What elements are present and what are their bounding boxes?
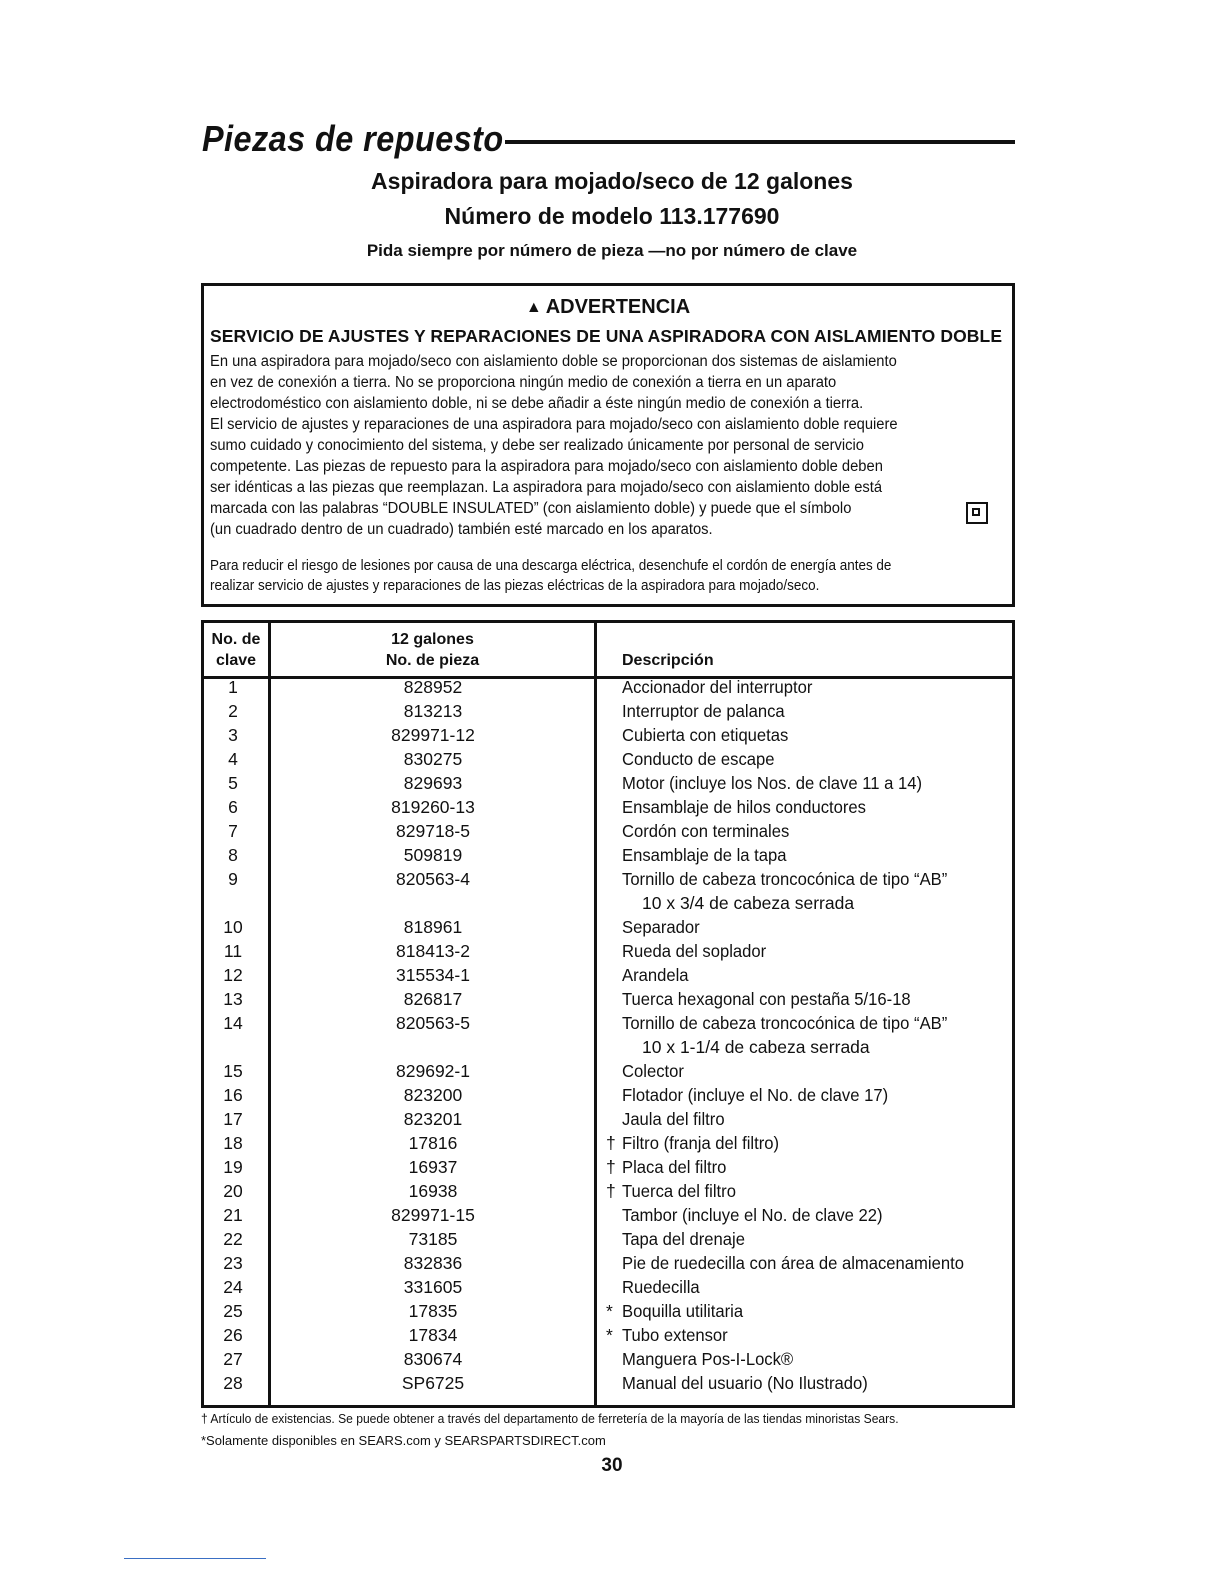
key-number: 27	[223, 1349, 243, 1369]
description-text: Tuerca del filtro	[622, 1181, 736, 1201]
footnote-dagger: † Artículo de existencias. Se puede obtener a través del departamento de ferretería de la mayoría de las tiendas minoristas Sears.	[201, 1411, 899, 1426]
description	[606, 1203, 1006, 1227]
table-row	[204, 939, 1012, 963]
part-number: 826817	[403, 989, 463, 1009]
description-text: Accionador del interruptor	[622, 677, 813, 697]
description	[606, 1299, 1006, 1323]
description	[606, 939, 1006, 963]
description	[606, 1107, 1006, 1131]
key-number: 13	[223, 989, 243, 1009]
description-text: Tambor (incluye el No. de clave 22)	[622, 1205, 883, 1225]
key-number: 23	[223, 1253, 243, 1273]
description-text: Cubierta con etiquetas	[622, 725, 789, 745]
description	[606, 771, 1006, 795]
key-number: 15	[223, 1061, 243, 1081]
part-number: 832836	[403, 1253, 463, 1273]
description-text: Tapa del drenaje	[622, 1229, 745, 1249]
part-number: 820563-5	[396, 1013, 470, 1033]
key-number: 22	[223, 1229, 243, 1249]
bottom-rule	[124, 1558, 266, 1559]
part-number: 820563-4	[396, 869, 470, 889]
description	[606, 1275, 1006, 1299]
part-number: 829971-12	[391, 725, 475, 745]
description	[606, 723, 1006, 747]
footnote-asterisk: *Solamente disponibles en SEARS.com y SEARSPARTSDIRECT.com	[201, 1433, 606, 1448]
description	[606, 1323, 1006, 1347]
table-row	[204, 987, 1012, 1011]
description-text: Ensamblaje de hilos conductores	[622, 797, 866, 817]
table-row	[204, 1347, 1012, 1371]
description-text: Separador	[622, 917, 700, 937]
description-text: Pie de ruedecilla con área de almacenamiento	[622, 1253, 964, 1273]
description-text: Colector	[622, 1061, 684, 1081]
table-row	[204, 723, 1012, 747]
key-number: 1	[228, 677, 238, 697]
part-number: 829718-5	[396, 821, 470, 841]
description-continuation: 10 x 3/4 de cabeza serrada	[642, 893, 855, 913]
header-key: No. de clave	[211, 631, 261, 669]
key-number: 11	[223, 941, 243, 961]
description-text: Filtro (franja del filtro)	[622, 1133, 780, 1153]
table-row	[204, 1155, 1012, 1179]
key-number: 14	[223, 1013, 243, 1033]
key-number: 6	[228, 797, 238, 817]
part-number: 829692-1	[396, 1061, 470, 1081]
description-text: Ruedecilla	[622, 1277, 700, 1297]
table-row	[204, 867, 1012, 915]
description-text: Motor (incluye los Nos. de clave 11 a 14)	[622, 773, 923, 793]
key-number: 5	[228, 773, 238, 793]
description	[606, 795, 1006, 819]
header-description: Descripción	[622, 652, 714, 669]
order-note: Pida siempre por número de pieza —no por número de clave	[366, 241, 858, 260]
description	[606, 963, 1006, 987]
header-part-number: 12 galones No. de pieza	[385, 631, 480, 669]
table-row	[204, 699, 1012, 723]
page-number: 30	[601, 1455, 623, 1476]
description-text: Boquilla utilitaria	[622, 1301, 744, 1321]
key-number: 25	[223, 1301, 243, 1321]
table-row	[204, 1083, 1012, 1107]
description-text: Tornillo de cabeza troncocónica de tipo “AB”	[622, 869, 948, 889]
part-number: 829693	[403, 773, 463, 793]
description	[606, 1227, 1006, 1251]
availability-mark: †	[606, 1133, 616, 1153]
key-number: 17	[223, 1109, 243, 1129]
description-text: Placa del filtro	[622, 1157, 727, 1177]
warning-paragraph: En una aspiradora para mojado/seco con aislamiento doble se proporcionan dos sistemas de aislamiento en vez de conexión a tierra. No se proporciona ningún medio de conexión a tierra en un aparato electrodoméstico con aislamiento doble, ni se debe añadir a éste ningún medio de conexión a tierra. El servicio de ajustes y reparaciones de una aspiradora para mojado/seco con aislamiento doble requiere sumo cuidado y conocimiento del sistema, y debe ser realizado únicamente por personal de servicio competente. Las piezas de repuesto para la aspiradora para mojado/seco con aislamiento doble deben ser idénticas a las piezas que reemplazan. La aspiradora para mojado/seco con aislamiento doble está marcada con las palabras “DOUBLE INSULATED” (con aislamiento doble) y puede que el símbolo (un cuadrado dentro de un cuadrado) también esté marcado en los aparatos.	[210, 353, 898, 538]
part-number: 823200	[403, 1085, 463, 1105]
title-rule	[505, 140, 1015, 144]
description	[606, 1155, 1006, 1179]
description-text: Arandela	[622, 965, 689, 985]
description	[606, 987, 1006, 1011]
description-text: Interruptor de palanca	[622, 701, 785, 721]
part-number: 830674	[403, 1349, 463, 1369]
description	[606, 819, 1006, 843]
description	[606, 1131, 1006, 1155]
availability-mark: *	[606, 1301, 613, 1321]
key-number: 21	[223, 1205, 243, 1225]
table-row	[204, 1275, 1012, 1299]
table-row	[204, 1011, 1012, 1059]
table-row	[204, 747, 1012, 771]
part-number: 331605	[403, 1277, 463, 1297]
description-text: Manguera Pos-I-Lock®	[622, 1349, 794, 1369]
warning-subheading: SERVICIO DE AJUSTES Y REPARACIONES DE UNA ASPIRADORA CON AISLAMIENTO DOBLE	[210, 326, 1003, 346]
warning-shock-paragraph: Para reducir el riesgo de lesiones por causa de una descarga eléctrica, desenchufe el cordón de energía antes de realizar servicio de ajustes y reparaciones de las piezas eléctricas de la aspiradora para mojado/seco.	[210, 558, 892, 594]
part-number: 819260-13	[391, 797, 475, 817]
table-row	[204, 771, 1012, 795]
part-number: 818413-2	[396, 941, 470, 961]
description	[606, 675, 1006, 699]
table-row	[204, 1251, 1012, 1275]
availability-mark: †	[606, 1181, 616, 1201]
key-number: 24	[223, 1277, 243, 1297]
description-text: Tubo extensor	[622, 1325, 728, 1345]
key-number: 10	[223, 917, 243, 937]
table-row	[204, 843, 1012, 867]
description-text: Rueda del soplador	[622, 941, 767, 961]
part-number: 829971-15	[391, 1205, 475, 1225]
part-number: 17834	[408, 1325, 458, 1345]
part-number: 823201	[403, 1109, 463, 1129]
table-row	[204, 1227, 1012, 1251]
description-text: Tornillo de cabeza troncocónica de tipo “AB”	[622, 1013, 948, 1033]
part-number: 830275	[403, 749, 463, 769]
table-row	[204, 1371, 1012, 1395]
part-number: 17816	[408, 1133, 458, 1153]
table-row	[204, 1203, 1012, 1227]
key-number: 16	[223, 1085, 243, 1105]
description	[606, 1083, 1006, 1107]
key-number: 3	[228, 725, 238, 745]
key-number: 12	[223, 965, 243, 985]
description	[606, 1251, 1006, 1275]
part-number: 73185	[408, 1229, 458, 1249]
table-row	[204, 675, 1012, 699]
table-body	[204, 675, 1012, 1395]
part-number: 315534-1	[396, 965, 470, 985]
description-text: Cordón con terminales	[622, 821, 790, 841]
part-number: 818961	[403, 917, 463, 937]
description-text: Ensamblaje de la tapa	[622, 845, 787, 865]
part-number: 16937	[408, 1157, 458, 1177]
part-number: 509819	[403, 845, 463, 865]
description	[606, 1179, 1006, 1203]
warning-box	[201, 283, 1015, 607]
part-number: 813213	[403, 701, 463, 721]
part-number: 16938	[408, 1181, 458, 1201]
availability-mark: *	[606, 1325, 613, 1345]
key-number: 26	[223, 1325, 243, 1345]
availability-mark: †	[606, 1157, 616, 1177]
key-number: 7	[228, 821, 238, 841]
table-row	[204, 1299, 1012, 1323]
description	[606, 1371, 1006, 1395]
model-number: Número de modelo 113.177690	[444, 203, 780, 229]
table-row	[204, 795, 1012, 819]
description	[606, 747, 1006, 771]
description-text: Jaula del filtro	[622, 1109, 725, 1129]
description	[606, 699, 1006, 723]
description-text: Manual del usuario (No Ilustrado)	[622, 1373, 868, 1393]
description	[606, 1347, 1006, 1371]
warning-triangle-icon: ▲	[525, 299, 542, 316]
description	[606, 867, 1006, 915]
table-row	[204, 1059, 1012, 1083]
description	[606, 1011, 1006, 1059]
key-number: 20	[223, 1181, 243, 1201]
key-number: 4	[228, 749, 238, 769]
description	[606, 915, 1006, 939]
product-subtitle: Aspiradora para mojado/seco de 12 galones	[371, 168, 853, 194]
table-row	[204, 915, 1012, 939]
table-row	[204, 819, 1012, 843]
description-text: Flotador (incluye el No. de clave 17)	[622, 1085, 889, 1105]
key-number: 18	[223, 1133, 243, 1153]
description-text: Conducto de escape	[622, 749, 775, 769]
parts-table	[201, 620, 1015, 1408]
key-number: 28	[223, 1373, 243, 1393]
description-continuation: 10 x 1-1/4 de cabeza serrada	[642, 1037, 870, 1057]
warning-heading: ▲ ADVERTENCIA	[525, 296, 691, 318]
table-row	[204, 1131, 1012, 1155]
table-row	[204, 1107, 1012, 1131]
key-number: 19	[223, 1157, 243, 1177]
page-title: Piezas de repuesto	[202, 118, 504, 159]
table-row	[204, 1179, 1012, 1203]
key-number: 9	[228, 869, 238, 889]
table-row	[204, 963, 1012, 987]
key-number: 2	[228, 701, 238, 721]
part-number: SP6725	[401, 1373, 465, 1393]
part-number: 828952	[403, 677, 463, 697]
table-row	[204, 1323, 1012, 1347]
description	[606, 1059, 1006, 1083]
double-insulated-symbol-icon	[966, 502, 988, 524]
key-number: 8	[228, 845, 238, 865]
part-number: 17835	[408, 1301, 458, 1321]
description-text: Tuerca hexagonal con pestaña 5/16-18	[622, 989, 911, 1009]
description	[606, 843, 1006, 867]
